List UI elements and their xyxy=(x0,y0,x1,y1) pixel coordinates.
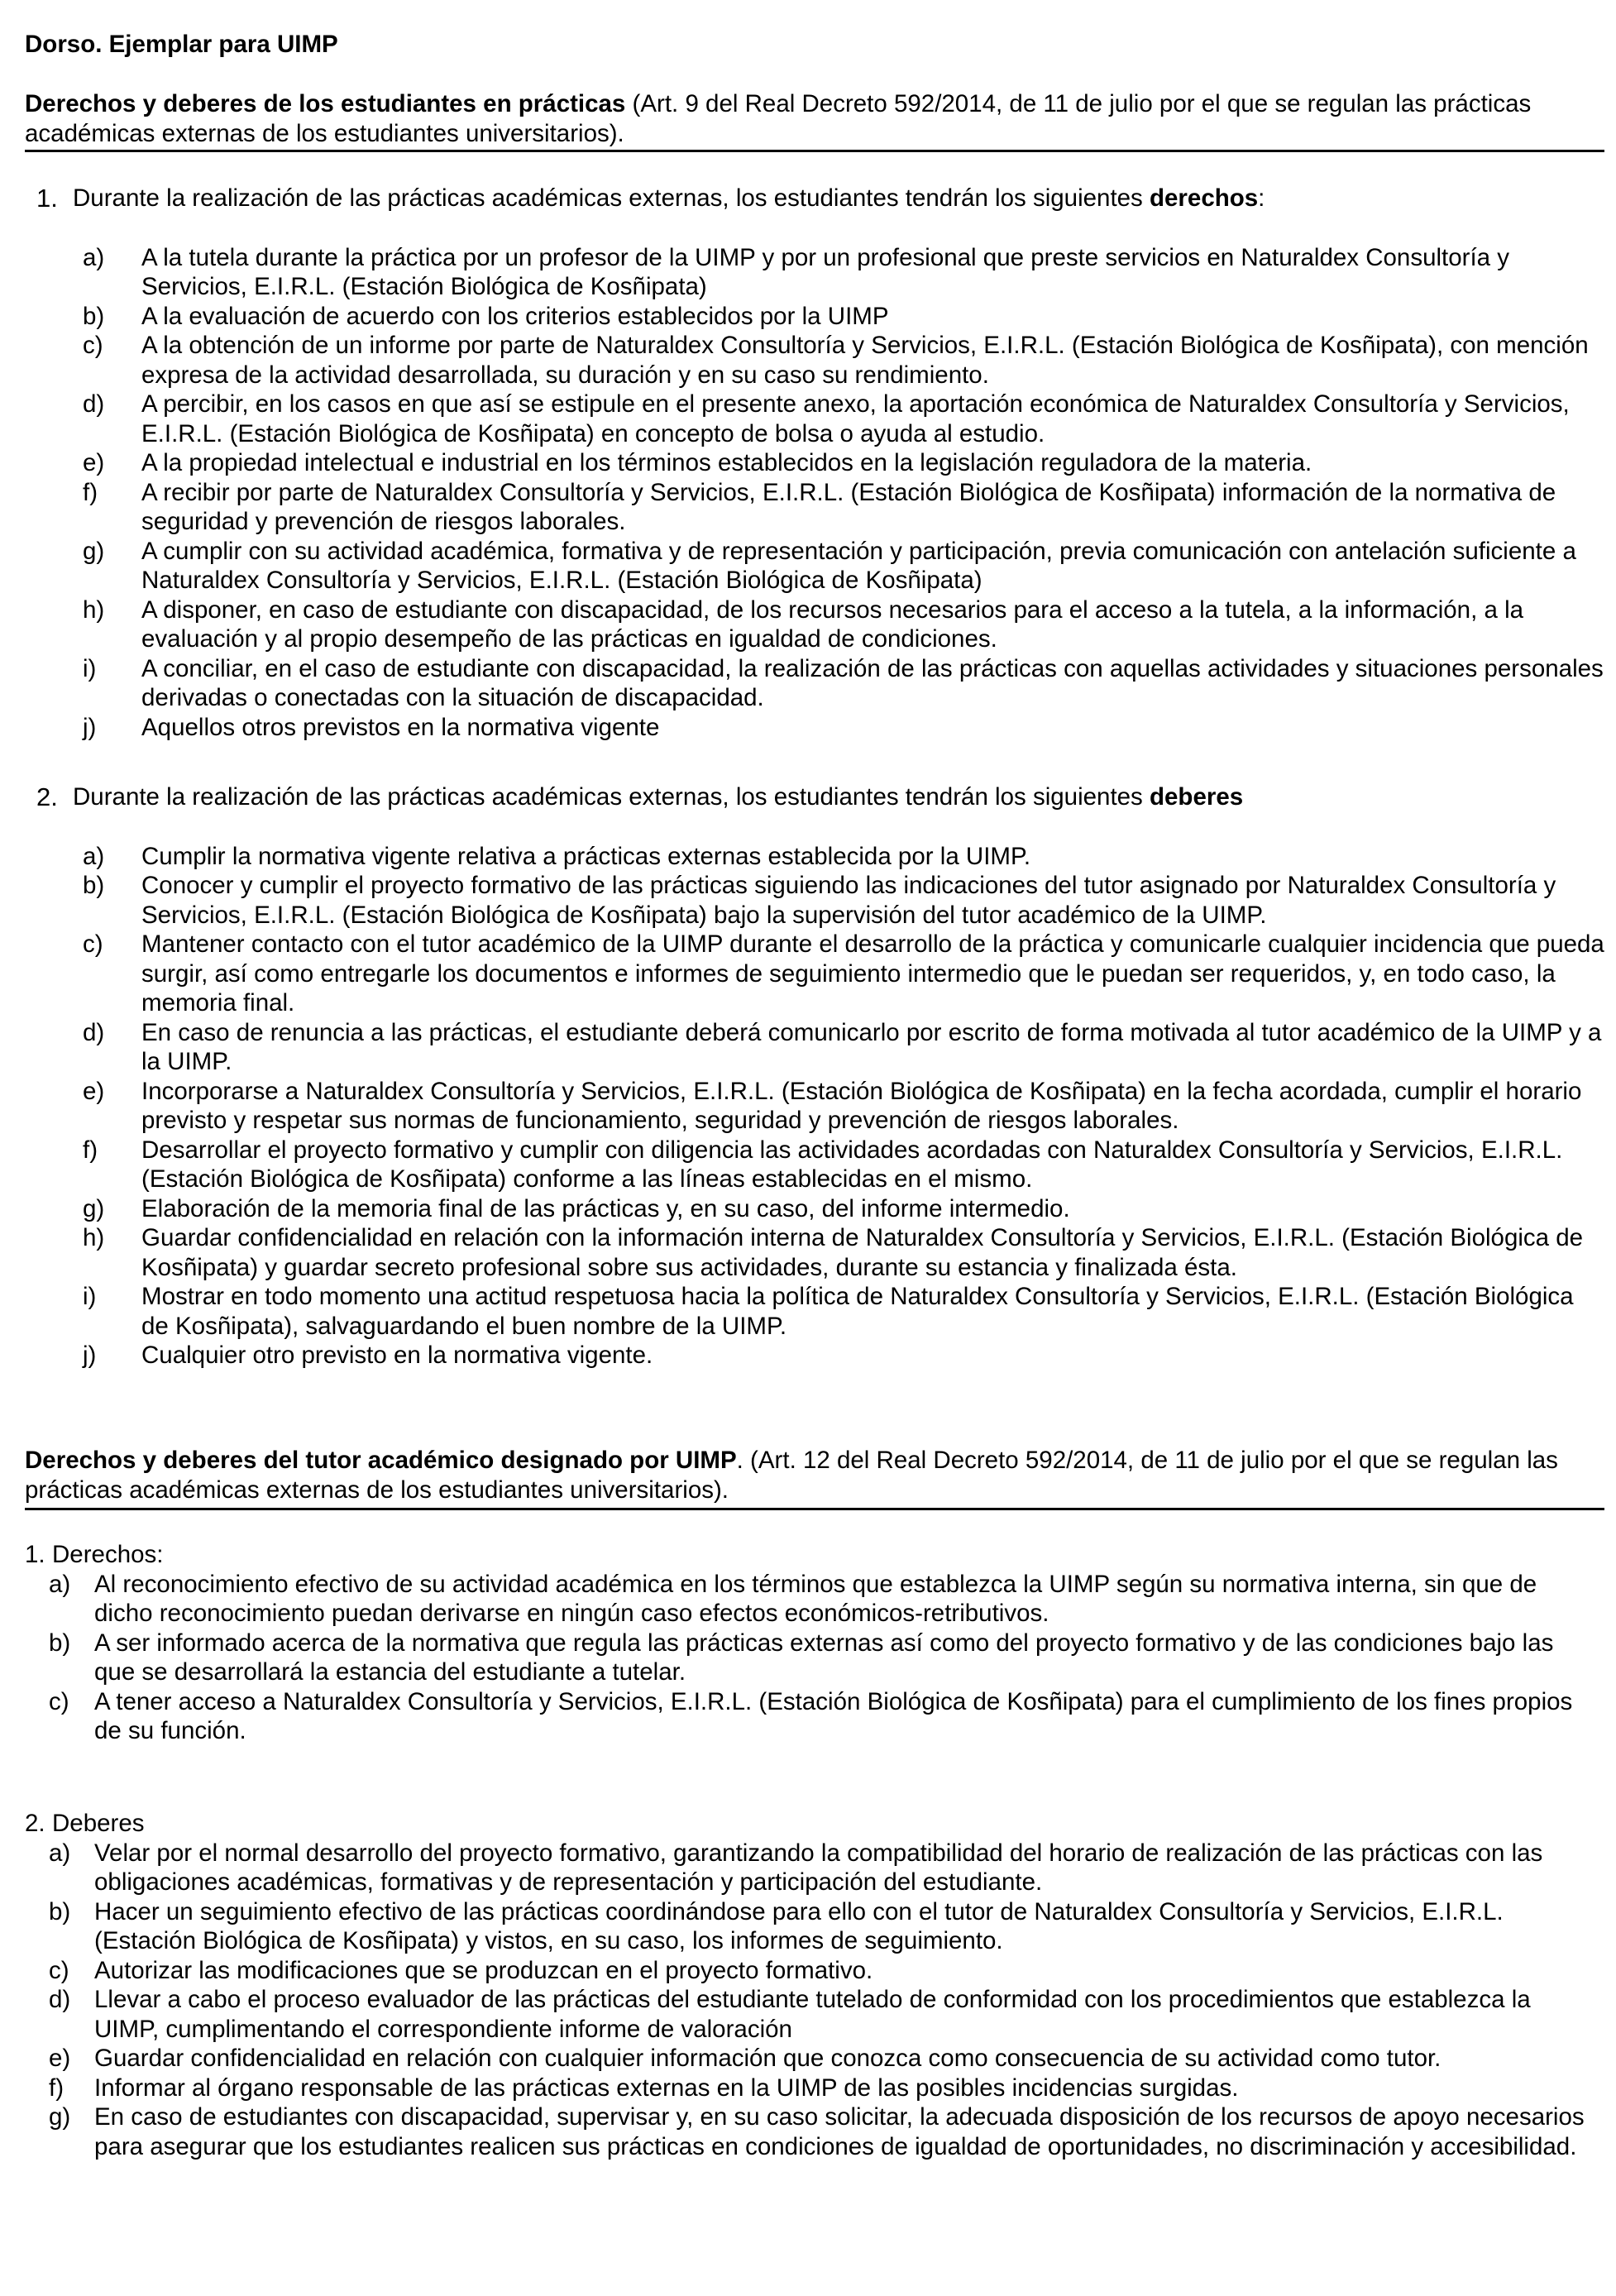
list-item xyxy=(25,2044,1604,2074)
students-heading-reference: (Art. 9 del Real Decreto 592/2014, de 11 de julio por el que se regulan las prácticas académicas externas de los estudiantes universitarios). xyxy=(25,90,1532,147)
list-item-text: Hacer un seguimiento efectivo de las prácticas coordinándose para ello con el tutor de Naturaldex Consultoría y Servicios, E.I.R.L. (Estación Biológica de Kosñipata) y vistos, en su caso, los informes de seguimiento. xyxy=(94,1897,1504,1954)
list-item-letter: e) xyxy=(83,1077,105,1105)
list-item-letter: b) xyxy=(83,302,105,330)
students-duties-intro: Durante la realización de las prácticas académicas externas, los estudiantes tendrán los siguientes xyxy=(73,783,1150,811)
list-item-letter: b) xyxy=(83,872,105,899)
tutor-rights-heading xyxy=(25,1540,1604,1570)
list-item-letter: h) xyxy=(83,596,105,624)
section-divider xyxy=(25,150,1604,152)
list-item xyxy=(25,243,1604,302)
list-item-text: A cumplir con su actividad académica, formativa y de representación y participación, previa comunicación con antelación suficiente a Naturaldex Consultoría y Servicios, E.I.R.L. (Estación Biológica de Kosñipata) xyxy=(141,537,1576,594)
list-item xyxy=(25,1223,1604,1282)
tutor-duties-title: Deberes xyxy=(52,1810,145,1837)
list-item xyxy=(25,596,1604,654)
list-item xyxy=(25,1077,1604,1136)
list-item-letter: c) xyxy=(83,332,103,359)
students-duties-list xyxy=(25,842,1604,1370)
list-item-letter: d) xyxy=(49,1986,71,2013)
list-item xyxy=(25,842,1604,872)
students-section-heading xyxy=(25,89,1604,148)
list-item-text: Desarrollar el proyecto formativo y cumplir con diligencia las actividades acordadas con Naturaldex Consultoría y Servicios, E.I.R.L. (Estación Biológica de Kosñipata) conforme a las líneas establecidas en el mismo. xyxy=(141,1136,1563,1193)
tutor-rights-title: Derechos: xyxy=(52,1541,164,1568)
list-item xyxy=(25,2102,1604,2161)
tutor-duties-heading xyxy=(25,1809,1604,1839)
list-item-letter: a) xyxy=(49,1839,71,1867)
list-item-letter: i) xyxy=(83,654,97,682)
tutor-duties-section xyxy=(25,1809,1604,2161)
page-header: Dorso. Ejemplar para UIMP xyxy=(25,31,338,58)
tutor-duties-list xyxy=(25,1839,1604,2162)
list-item-text: A conciliar, en el caso de estudiante con discapacidad, la realización de las prácticas con aquellas actividades y situaciones personales derivadas o conectadas con la situación de discapacidad. xyxy=(141,654,1604,711)
list-item xyxy=(25,2074,1604,2103)
list-item-text: Elaboración de la memoria final de las prácticas y, en su caso, del informe intermedio. xyxy=(141,1194,1070,1222)
list-item-text: A tener acceso a Naturaldex Consultoría y Servicios, E.I.R.L. (Estación Biológica de Kosñipata) para el cumplimiento de los fines propios de su función. xyxy=(94,1687,1573,1744)
list-item-letter: e) xyxy=(49,2045,71,2072)
list-item-letter: a) xyxy=(83,243,105,271)
list-item-text: Al reconocimiento efectivo de su actividad académica en los términos que establezca la UIMP según su normativa interna, sin que de dicho reconocimiento puedan derivarse en ningún caso efectos económicos-retributivos. xyxy=(94,1570,1537,1627)
list-item xyxy=(25,478,1604,537)
list-item-text: A disponer, en caso de estudiante con discapacidad, de los recursos necesarios para el acceso a la tutela, a la información, a la evaluación y al propio desempeño de las prácticas en igualdad de condiciones. xyxy=(141,596,1524,653)
list-item-letter: e) xyxy=(83,449,105,476)
list-item-text: Llevar a cabo el proceso evaluador de las prácticas del estudiante tutelado de conformidad con los procedimientos que establezca la UIMP, cumplimentando el correspondiente informe de valoración xyxy=(94,1986,1531,2043)
list-item xyxy=(25,331,1604,390)
list-item-text: Velar por el normal desarrollo del proyecto formativo, garantizando la compatibilidad del horario de realización de las prácticas con las obligaciones académicas, formativas y de representación y participación del estudiante. xyxy=(94,1839,1543,1896)
tutor-section-heading xyxy=(25,1446,1604,1504)
list-item-letter: f) xyxy=(83,1136,98,1164)
list-item xyxy=(25,930,1604,1018)
list-item-text: Mostrar en todo momento una actitud respetuosa hacia la política de Naturaldex Consultoría y Servicios, E.I.R.L. (Estación Biológica de Kosñipata), salvaguardando el buen nombre de la UIMP. xyxy=(141,1283,1574,1340)
list-item xyxy=(25,1687,1604,1746)
list-item-letter: c) xyxy=(49,1687,69,1715)
list-item-letter: g) xyxy=(83,1194,105,1222)
list-item xyxy=(25,1194,1604,1224)
list-item-letter: c) xyxy=(83,930,103,958)
list-item-letter: b) xyxy=(49,1629,71,1657)
list-item-letter: i) xyxy=(83,1283,97,1310)
list-item xyxy=(25,537,1604,596)
list-item-text: A ser informado acerca de la normativa que regula las prácticas externas así como del proyecto formativo y de las condiciones bajo las que se desarrollará la estancia del estudiante a tutelar. xyxy=(94,1629,1554,1686)
list-item-letter: a) xyxy=(49,1570,71,1598)
list-item-text: A la tutela durante la práctica por un profesor de la UIMP y por un profesional que preste servicios en Naturaldex Consultoría y Servicios, E.I.R.L. (Estación Biológica de Kosñipata) xyxy=(141,243,1510,300)
students-duties-section xyxy=(25,782,1604,1370)
list-item-text: Guardar confidencialidad en relación con la información interna de Naturaldex Consultoría y Servicios, E.I.R.L. (Estación Biológica de Kosñipata) y guardar secreto profesional sobre sus actividades, durante su estancia y finalizada ésta. xyxy=(141,1224,1584,1281)
list-item xyxy=(25,1956,1604,1986)
list-item-text: Cualquier otro previsto en la normativa vigente. xyxy=(141,1342,653,1369)
students-duties-heading xyxy=(25,782,1604,812)
students-rights-heading xyxy=(25,184,1604,213)
tutor-heading-title: Derechos y deberes del tutor académico designado por UIMP xyxy=(25,1447,737,1474)
tutor-rights-list xyxy=(25,1570,1604,1746)
list-item-text: A la obtención de un informe por parte de Naturaldex Consultoría y Servicios, E.I.R.L. (Estación Biológica de Kosñipata), con mención expresa de la actividad desarrollada, su duración y en su caso su rendimiento. xyxy=(141,332,1589,389)
list-number: 1. xyxy=(36,184,58,213)
list-item-text: Cumplir la normativa vigente relativa a prácticas externas establecida por la UIMP. xyxy=(141,842,1031,870)
list-item xyxy=(25,1839,1604,1897)
tutor-heading-reference: . (Art. 12 del Real Decreto 592/2014, de 11 de julio por el que se regulan las prácticas académicas externas de los estudiantes universitarios). xyxy=(25,1447,1558,1504)
list-item-letter: j) xyxy=(83,1342,97,1369)
list-item-text: Mantener contacto con el tutor académico de la UIMP durante el desarrollo de la práctica y comunicarle cualquier incidencia que pueda surgir, así como entregarle los documentos e informes de seguimiento intermedio que le puedan ser requeridos, y, en todo caso, la memoria final. xyxy=(141,930,1604,1016)
list-item xyxy=(25,302,1604,332)
list-item-text: En caso de renuncia a las prácticas, el estudiante deberá comunicarlo por escrito de forma motivada al tutor académico de la UIMP y a la UIMP. xyxy=(141,1018,1602,1075)
list-number: 2. xyxy=(36,782,58,811)
section-divider xyxy=(25,1508,1604,1510)
list-item-letter: f) xyxy=(49,2074,65,2102)
list-item xyxy=(25,448,1604,478)
list-item xyxy=(25,713,1604,743)
list-number: 2. xyxy=(25,1810,45,1837)
list-item xyxy=(25,1985,1604,2044)
students-rights-keyword: derechos xyxy=(1150,184,1259,212)
list-item xyxy=(25,390,1604,448)
list-item-letter: a) xyxy=(83,842,105,870)
list-item-letter: g) xyxy=(83,537,105,565)
list-item-text: Conocer y cumplir el proyecto formativo de las prácticas siguiendo las indicaciones del tutor asignado por Naturaldex Consultoría y Servicios, E.I.R.L. (Estación Biológica de Kosñipata) bajo la supervisión del tutor académico de la UIMP. xyxy=(141,872,1556,929)
list-item-letter: b) xyxy=(49,1897,71,1925)
students-duties-keyword: deberes xyxy=(1150,783,1244,811)
list-item-letter: f) xyxy=(83,478,98,506)
students-rights-section xyxy=(25,184,1604,742)
list-item-text: A percibir, en los casos en que así se estipule en el presente anexo, la aportación económica de Naturaldex Consultoría y Servicios, E.I.R.L. (Estación Biológica de Kosñipata) en concepto de bolsa o ayuda al estudio. xyxy=(141,390,1570,447)
list-item-letter: j) xyxy=(83,713,97,741)
list-item xyxy=(25,1282,1604,1341)
students-rights-list xyxy=(25,243,1604,743)
list-item xyxy=(25,871,1604,930)
list-item-text: Informar al órgano responsable de las prácticas externas en la UIMP de las posibles incidencias surgidas. xyxy=(94,2074,1239,2102)
list-item xyxy=(25,1341,1604,1370)
list-item-text: En caso de estudiantes con discapacidad, supervisar y, en su caso solicitar, la adecuada disposición de los recursos de apoyo necesarios para asegurar que los estudiantes realicen sus prácticas en condiciones de igualdad de oportunidades, no discriminación y accesibilidad. xyxy=(94,2103,1585,2160)
list-item-letter: c) xyxy=(49,1956,69,1984)
students-heading-title: Derechos y deberes de los estudiantes en prácticas xyxy=(25,90,626,117)
list-item-text: A la evaluación de acuerdo con los criterios establecidos por la UIMP xyxy=(141,302,889,330)
list-item-text: Guardar confidencialidad en relación con cualquier información que conozca como consecuencia de su actividad como tutor. xyxy=(94,2045,1441,2072)
list-item-text: A recibir por parte de Naturaldex Consultoría y Servicios, E.I.R.L. (Estación Biológica de Kosñipata) información de la normativa de seguridad y prevención de riesgos laborales. xyxy=(141,478,1556,535)
students-rights-intro: Durante la realización de las prácticas académicas externas, los estudiantes tendrán los siguientes xyxy=(73,184,1150,212)
list-item xyxy=(25,654,1604,713)
list-item xyxy=(25,1018,1604,1077)
list-item-text: Incorporarse a Naturaldex Consultoría y Servicios, E.I.R.L. (Estación Biológica de Kosñipata) en la fecha acordada, cumplir el horario previsto y respetar sus normas de funcionamiento, seguridad y prevención de riesgos laborales. xyxy=(141,1077,1582,1134)
list-item xyxy=(25,1897,1604,1956)
list-item-letter: d) xyxy=(83,1018,105,1046)
list-item-text: A la propiedad intelectual e industrial en los términos establecidos en la legislación reguladora de la materia. xyxy=(141,449,1312,476)
list-number: 1. xyxy=(25,1541,45,1568)
list-item xyxy=(25,1136,1604,1194)
tutor-rights-section xyxy=(25,1540,1604,1746)
list-item xyxy=(25,1629,1604,1687)
students-rights-colon: : xyxy=(1258,184,1265,212)
list-item xyxy=(25,1570,1604,1629)
list-item-letter: g) xyxy=(49,2103,71,2131)
list-item-text: Autorizar las modificaciones que se produzcan en el proyecto formativo. xyxy=(94,1956,873,1984)
list-item-letter: d) xyxy=(83,390,105,418)
list-item-text: Aquellos otros previstos en la normativa vigente xyxy=(141,713,660,741)
list-item-letter: h) xyxy=(83,1224,105,1251)
